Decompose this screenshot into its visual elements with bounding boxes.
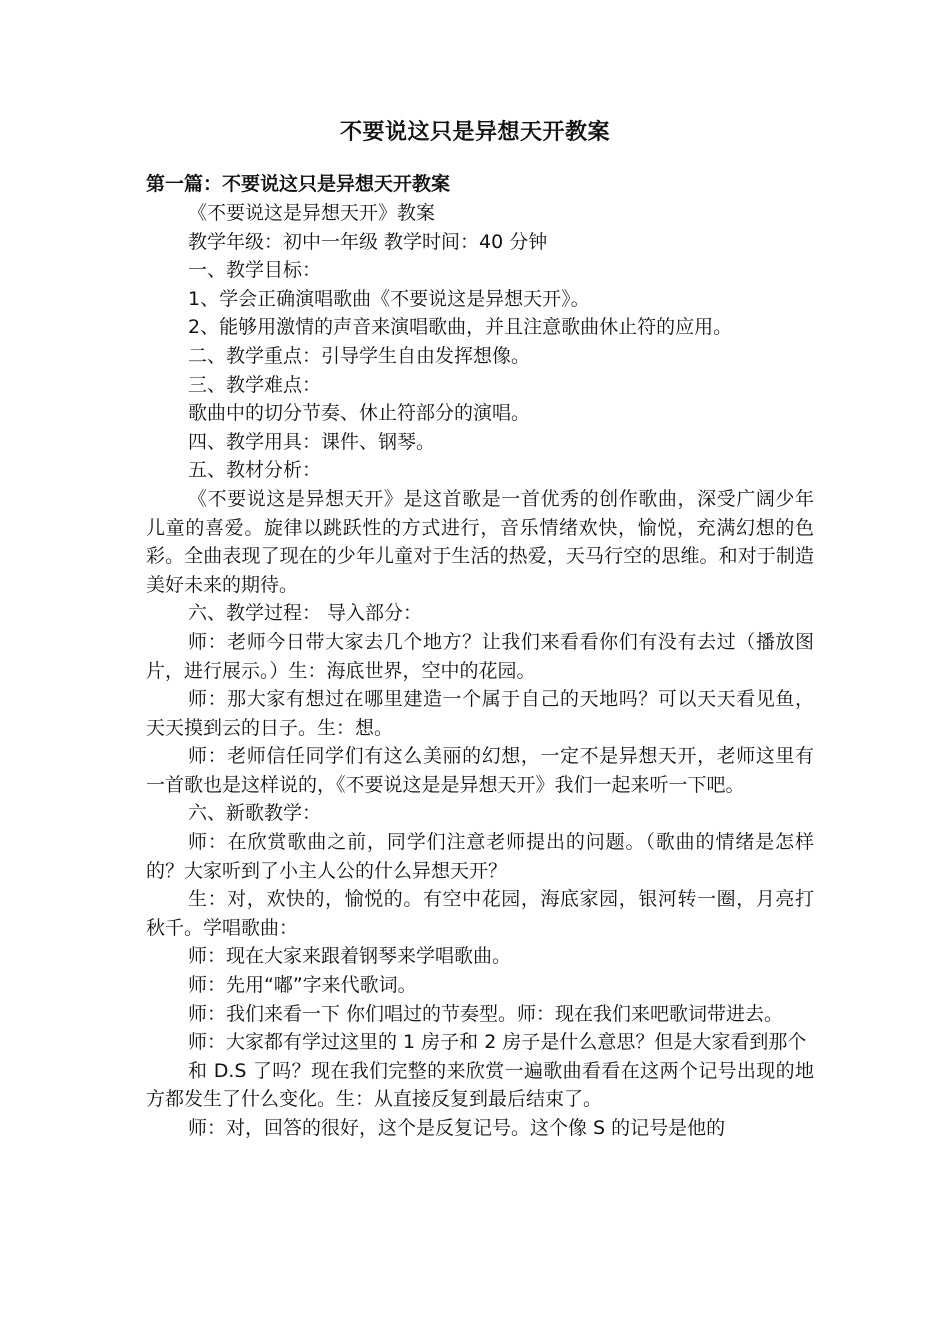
paragraph-dialogue: 师：大家都有学过这里的 1 房子和 2 房子是什么意思？但是大家看到那个 xyxy=(188,1031,807,1054)
paragraph-grade-and-time: 教学年级：初中一年级 教学时间：40 分钟 xyxy=(188,230,548,253)
paragraph-dialogue: 师：我们来看一下 你们唱过的节奏型。师：现在我们来吧歌词带进去。 xyxy=(188,1002,784,1025)
paragraph-dialogue: 师：对，回答的很好，这个是反复记号。这个像 S 的记号是他的 xyxy=(188,1117,726,1139)
paragraph-dialogue: 和 D.S 了吗？现在我们完整的来欣赏一遍歌曲看看在这两个记号出现的地方都发生了什么变化。生：从直接反复到最后结束了。 xyxy=(146,1059,814,1111)
document-body xyxy=(146,199,814,1143)
paragraph-dialogue: 师：现在大家来跟着钢琴来学唱歌曲。 xyxy=(188,945,512,968)
paragraph-objective-2: 2、能够用激情的声音来演唱歌曲，并且注意歌曲休止符的应用。 xyxy=(188,316,733,339)
paragraph-dialogue: 师：老师今日带大家去几个地方？让我们来看看你们有没有去过（播放图片，进行展示。）生：海底世界，空中的花园。 xyxy=(146,630,814,682)
paragraph-difficulties: 歌曲中的切分节奏、休止符部分的演唱。 xyxy=(188,402,531,425)
paragraph-dialogue: 师：那大家有想过在哪里建造一个属于自己的天地吗？可以天天看见鱼，天天摸到云的日子。生：想。 xyxy=(146,688,814,739)
paragraph-analysis: 《不要说这是异想天开》是这首歌是一首优秀的创作歌曲，深受广阔少年儿童的喜爱。旋律以跳跃性的方式进行，音乐情绪欢快，愉悦，充满幻想的色彩。全曲表现了现在的少年儿童对于生活的热爱，天马行空的思维。和对于制造美好未来的期待。 xyxy=(146,487,814,596)
paragraph-dialogue: 师：先用“嘟”字来代歌词。 xyxy=(188,974,417,997)
paragraph-new-song-heading: 六、新歌教学： xyxy=(188,802,322,825)
paragraph-dialogue: 生：对，欢快的，愉悦的。有空中花园，海底家园，银河转一圈，月亮打秋千。学唱歌曲： xyxy=(146,888,814,939)
paragraph-difficulties-heading: 三、教学难点： xyxy=(188,373,322,396)
paragraph-objectives-heading: 一、教学目标： xyxy=(188,259,322,282)
paragraph-dialogue: 师：老师信任同学们有这么美丽的幻想，一定不是异想天开，老师这里有一首歌也是这样说的，《不要说这是是异想天开》我们一起来听一下吧。 xyxy=(146,745,814,796)
paragraph-process-heading: 六、教学过程： 导入部分： xyxy=(188,602,423,625)
paragraph-objective-1: 1、学会正确演唱歌曲《不要说这是异想天开》。 xyxy=(188,287,590,310)
document-title: 不要说这只是异想天开教案 xyxy=(339,120,610,145)
paragraph-analysis-heading: 五、教材分析： xyxy=(188,459,322,482)
section-heading: 第一篇：不要说这只是异想天开教案 xyxy=(146,173,451,195)
paragraph-key-points: 二、教学重点：引导学生自由发挥想像。 xyxy=(188,344,531,367)
paragraph-lesson-plan-title: 《不要说这是异想天开》教案 xyxy=(188,202,436,224)
paragraph-dialogue: 师：在欣赏歌曲之前，同学们注意老师提出的问题。（歌曲的情绪是怎样的？大家听到了小主人公的什么异想天开？ xyxy=(146,831,814,882)
paragraph-teaching-tools: 四、教学用具：课件、钢琴。 xyxy=(188,430,436,453)
